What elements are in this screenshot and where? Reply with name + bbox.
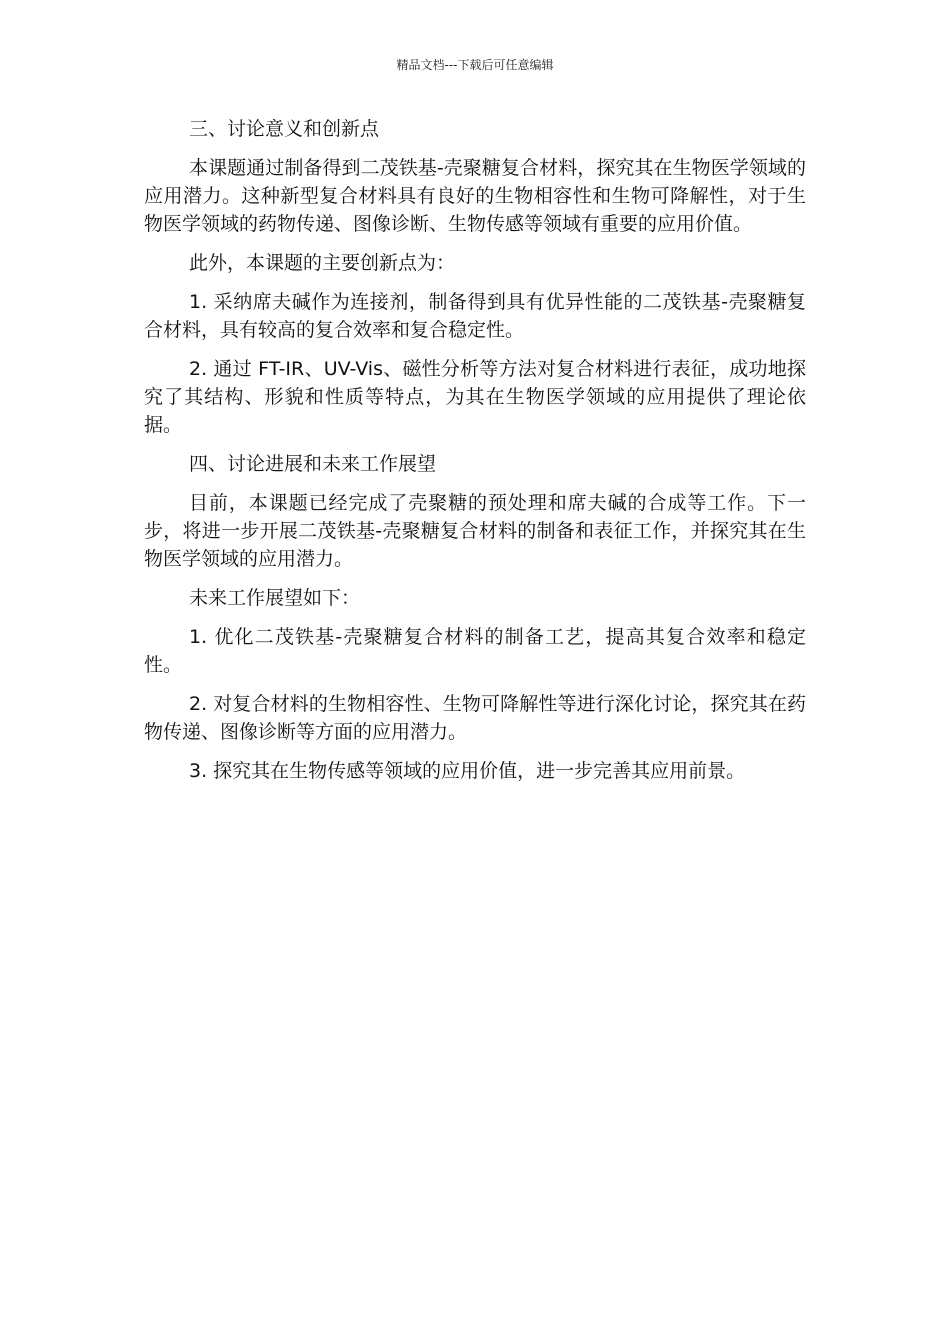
section-heading-3: 三、讨论意义和创新点: [189, 118, 380, 140]
paragraph-progress: 目前，本课题已经完成了壳聚糖的预处理和席夫碱的合成等工作。下一步，将进一步开展二茂铁基-壳聚糖复合材料的制备和表征工作，并探究其在生物医学领域的应用潜力。: [144, 492, 806, 570]
outlook-item-1: 1. 优化二茂铁基-壳聚糖复合材料的制备工艺，提高其复合效率和稳定性。: [144, 626, 806, 676]
document-body: [144, 115, 806, 785]
page-header: 精品文档---下载后可任意编辑: [396, 58, 554, 72]
innovation-item-1: 1. 采纳席夫碱作为连接剂，制备得到具有优异性能的二茂铁基-壳聚糖复合材料，具有较高的复合效率和复合稳定性。: [144, 291, 806, 341]
outlook-item-3: 3. 探究其在生物传感等领域的应用价值，进一步完善其应用前景。: [189, 760, 746, 782]
paragraph-innovation-intro: 此外，本课题的主要创新点为：: [189, 252, 456, 274]
paragraph-outlook-intro: 未来工作展望如下：: [189, 587, 361, 609]
outlook-item-2: 2. 对复合材料的生物相容性、生物可降解性等进行深化讨论，探究其在药物传递、图像诊断等方面的应用潜力。: [144, 693, 806, 743]
section-heading-4: 四、讨论进展和未来工作展望: [189, 453, 437, 475]
paragraph-significance: 本课题通过制备得到二茂铁基-壳聚糖复合材料，探究其在生物医学领域的应用潜力。这种新型复合材料具有良好的生物相容性和生物可降解性，对于生物医学领域的药物传递、图像诊断、生物传感等领域有重要的应用价值。: [144, 157, 806, 235]
innovation-item-2: 2. 通过 FT-IR、UV-Vis、磁性分析等方法对复合材料进行表征，成功地探究了其结构、形貌和性质等特点，为其在生物医学领域的应用提供了理论依据。: [144, 358, 806, 436]
